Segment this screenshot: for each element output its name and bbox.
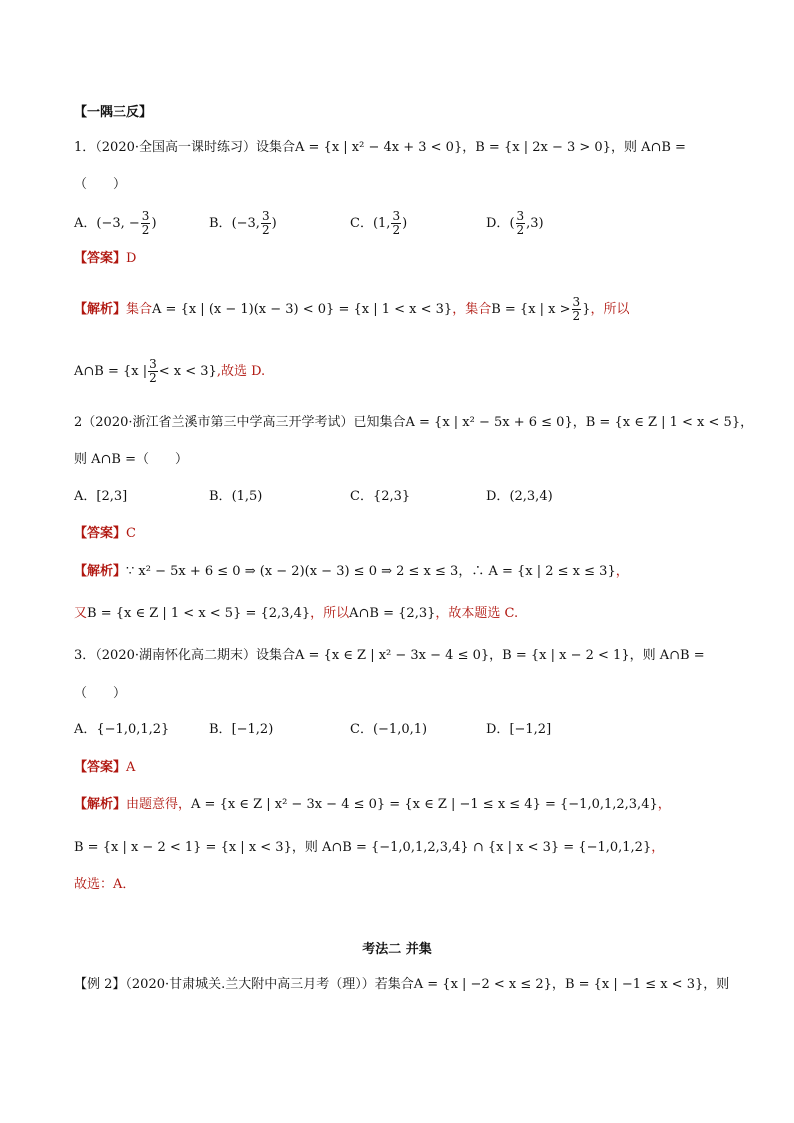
q3-option-b[interactable]: B．[−1,2)	[209, 722, 274, 737]
example-set-b: B = {x | −1 ≤ x < 3}	[564, 977, 704, 992]
q3-option-d[interactable]: D．[−1,2]	[486, 722, 552, 737]
section-header: 【一隅三反】	[74, 105, 153, 120]
q3-ask: ，则 A∩B =	[629, 648, 705, 663]
example2-stem: 【例 2】（2020·甘肃城关.兰大附中高三月考（理））若集合A = {x | −2 < x ≤ 2}，B = {x | −1 ≤ x < 3}，则	[74, 977, 730, 992]
answer-tag: 【答案】	[74, 526, 127, 541]
q2-options	[74, 485, 734, 509]
q3-set-a: A = {x ∈ Z | x² − 3x − 4 ≤ 0}	[295, 648, 490, 663]
q2-stem: 2（2020·浙江省兰溪市第三中学高三开学考试）已知集合A = {x | x² − 5x + 6 ≤ 0}，B = {x ∈ Z | 1 < x < 5}，	[74, 415, 754, 430]
q2-prefix: 2（2020·浙江省兰溪市第三中学高三开学考试）已知集合	[74, 415, 406, 430]
q1-ask: ，则 A∩B =	[610, 140, 686, 155]
q2-set-b: B = {x ∈ Z | 1 < x < 5}	[585, 415, 741, 430]
q1-analysis-line2: A∩B = {x | $\frac{3}{2}$ < x < 3},故选 D.	[74, 357, 266, 385]
analysis-tag: 【解析】	[74, 797, 127, 812]
q2-ask: 则 A∩B =（ ）	[74, 452, 188, 467]
example-tag: 【例 2】	[74, 977, 126, 992]
q1-set-b: B = {x | 2x − 3 > 0}	[475, 140, 611, 155]
example-source: （2020·甘肃城关.兰大附中高三月考（理））若集合	[125, 977, 414, 992]
q2-option-a[interactable]: A．[2,3]	[74, 489, 128, 504]
fraction: $\frac{3}{2}$	[261, 209, 270, 237]
fraction: $\frac{3}{2}$	[141, 209, 150, 237]
q3-analysis-line1: 【解析】由题意得，A = {x ∈ Z | x² − 3x − 4 ≤ 0} = {x ∈ Z | −1 ≤ x ≤ 4} = {−1,0,1,2,3,4}，	[74, 797, 671, 812]
answer-tag: 【答案】	[74, 760, 127, 775]
fraction: $\frac{3}{2}$	[392, 209, 401, 237]
fraction: $\frac{3}{2}$	[572, 295, 581, 323]
q3-option-c[interactable]: C．(−1,0,1)	[350, 722, 428, 737]
q2-option-c[interactable]: C．{2,3}	[350, 489, 411, 504]
q2-set-a: A = {x | x² − 5x + 6 ≤ 0}	[405, 415, 573, 430]
q1-options	[74, 209, 734, 237]
q1-stem: 1．（2020·全国高一课时练习）设集合A = {x | x² − 4x + 3 < 0}，B = {x | 2x − 3 > 0}，则 A∩B =	[74, 140, 686, 155]
q1-answer	[74, 249, 136, 269]
q1-paren: （ ）	[74, 177, 127, 192]
example-set-a: A = {x | −2 < x ≤ 2}	[413, 977, 552, 992]
q1-prefix: 1．（2020·全国高一课时练习）设集合	[74, 140, 295, 155]
q2-option-b[interactable]: B．(1,5)	[209, 489, 263, 504]
q2-analysis-line2: 又B = {x ∈ Z | 1 < x < 5} = {2,3,4}，所以A∩B = {2,3}，故本题选 C.	[74, 606, 519, 621]
q3-analysis-line3: 故选：A．	[74, 877, 136, 892]
q3-answer	[74, 758, 135, 778]
q3-option-a[interactable]: A．{−1,0,1,2}	[74, 722, 170, 737]
q1-set-a: A = {x | x² − 4x + 3 < 0}	[295, 140, 463, 155]
analysis-tag: 【解析】	[74, 564, 127, 579]
q2-option-d[interactable]: D．(2,3,4)	[486, 489, 553, 504]
q1-option-b[interactable]: B．(−3, $\frac{3}{2}$ )	[209, 209, 277, 237]
q1-option-d[interactable]: D．( $\frac{3}{2}$ ,3)	[486, 209, 544, 237]
q3-prefix: 3．（2020·湖南怀化高二期末）设集合	[74, 648, 295, 663]
fraction: $\frac{3}{2}$	[149, 357, 157, 385]
fraction: $\frac{3}{2}$	[516, 209, 525, 237]
analysis-tag: 【解析】	[74, 302, 127, 317]
q2-analysis-line1: 【解析】∵ x² − 5x + 6 ≤ 0 ⇒ (x − 2)(x − 3) ≤ 0 ⇒ 2 ≤ x ≤ 3，∴ A = {x | 2 ≤ x ≤ 3}，	[74, 564, 629, 579]
q1-analysis-line1: 【解析】集合A = {x | (x − 1)(x − 3) < 0} = {x | 1 < x < 3}，集合B = {x | x > $\frac{3}{2}$ }，所以	[74, 295, 630, 323]
q3-paren: （ ）	[74, 686, 127, 701]
q3-stem: 3．（2020·湖南怀化高二期末）设集合A = {x ∈ Z | x² − 3x − 4 ≤ 0}，B = {x | x − 2 < 1}，则 A∩B =	[74, 648, 705, 663]
answer-value: A	[126, 760, 136, 775]
q1-option-a[interactable]: A．(−3, − $\frac{3}{2}$ )	[74, 209, 157, 237]
answer-tag: 【答案】	[74, 251, 127, 266]
q1-option-c[interactable]: C．(1, $\frac{3}{2}$ )	[350, 209, 408, 237]
answer-value: C	[126, 526, 136, 541]
answer-value: D	[126, 251, 137, 266]
q2-answer	[74, 524, 136, 544]
section-title: 考法二 并集	[362, 942, 432, 957]
q3-analysis-line2: B = {x | x − 2 < 1} = {x | x < 3}，则 A∩B = {−1,0,1,2,3,4} ∩ {x | x < 3} = {−1,0,1,2}，	[74, 840, 665, 855]
q3-set-b: B = {x | x − 2 < 1}	[502, 648, 630, 663]
q3-options	[74, 718, 734, 742]
